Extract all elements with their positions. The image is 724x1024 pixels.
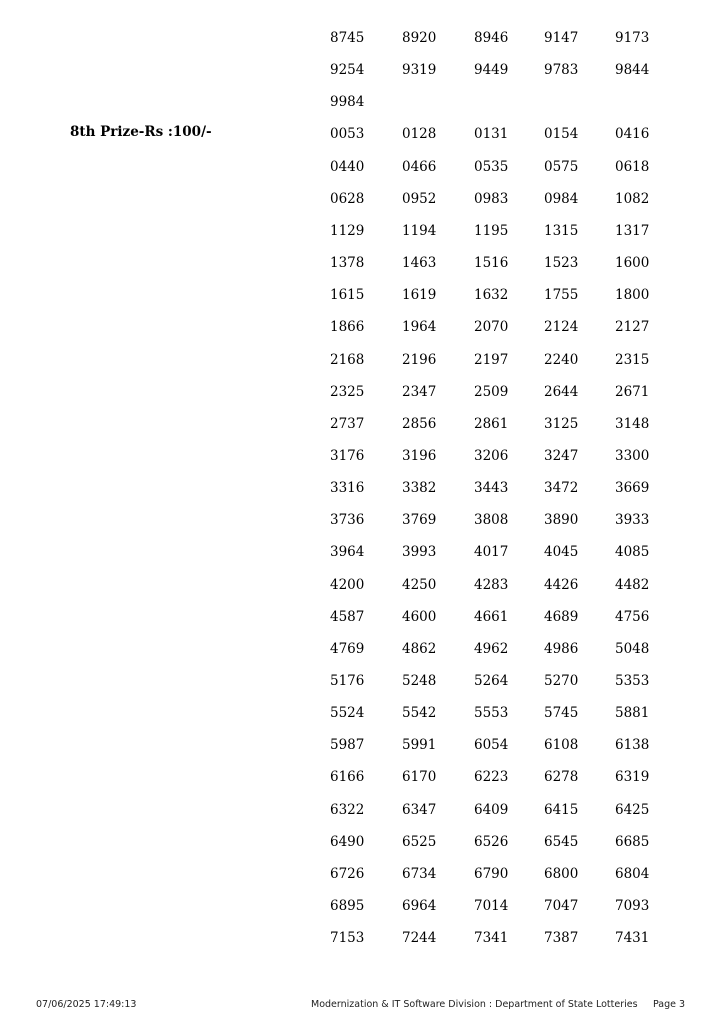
winning-number: 3300 [615,447,650,464]
winning-number: 2124 [544,319,579,336]
winning-number: 4250 [402,576,437,593]
winning-number: 2325 [330,383,365,400]
winning-number: 6490 [330,833,365,850]
winning-number: 9254 [330,62,365,79]
winning-number: 3933 [615,512,650,529]
winning-number: 0575 [544,158,579,175]
winning-number: 8920 [402,30,437,46]
winning-number: 9783 [544,62,579,79]
winning-number: 0154 [544,126,579,143]
winning-number: 9319 [402,62,437,79]
winning-number: 5553 [474,705,509,722]
winning-number: 5745 [544,705,579,722]
winning-number: 1317 [615,222,650,239]
winning-number: 1615 [330,287,365,304]
winning-number: 4283 [474,576,509,593]
winning-number: 5176 [330,673,365,689]
winning-number: 5048 [615,640,650,657]
winning-number: 0984 [544,190,579,207]
winning-number: 9147 [544,30,579,46]
winning-number: 0416 [615,126,650,143]
winning-number: 3890 [544,512,579,529]
winning-number: 1194 [402,222,437,239]
winning-number: 2644 [544,383,579,400]
winning-number: 1600 [615,255,650,272]
winning-number: 6895 [330,898,365,915]
winning-number: 6409 [474,801,509,818]
winning-number: 3176 [330,447,365,464]
winning-number: 4200 [330,576,365,593]
winning-number: 5353 [615,673,650,689]
winning-number: 3769 [402,512,437,529]
winning-number: 4661 [474,608,509,625]
winning-number: 4085 [615,544,650,561]
winning-number: 4017 [474,544,509,561]
winning-number: 6804 [615,865,650,882]
winning-number: 7153 [330,930,365,947]
winning-number: 0618 [615,158,650,175]
winning-number: 4600 [402,608,437,625]
winning-number: 2168 [330,351,365,368]
winning-number: 2315 [615,351,650,368]
winning-number: 6425 [615,801,650,818]
winning-number: 1378 [330,255,365,272]
winning-number: 4045 [544,544,579,561]
winning-number: 1082 [615,190,650,207]
winning-number: 3206 [474,447,509,464]
winning-number: 3316 [330,480,365,497]
winning-number: 6790 [474,865,509,882]
winning-number: 6964 [402,898,437,915]
winning-number: 0053 [330,126,365,143]
winning-number: 4862 [402,640,437,657]
winning-number: 3125 [544,415,579,432]
winning-number: 0628 [330,190,365,207]
winning-number: 1195 [474,222,509,239]
winning-number: 9844 [615,62,650,79]
winning-number: 6138 [615,737,650,754]
winning-number: 3196 [402,447,437,464]
winning-number: 1129 [330,222,365,239]
winning-number: 8946 [474,30,509,46]
winning-number: 6525 [402,833,437,850]
winning-number: 5987 [330,737,365,754]
winning-number: 6054 [474,737,509,754]
winning-number: 5991 [402,737,437,754]
winning-number: 2196 [402,351,437,368]
winning-number: 1315 [544,222,579,239]
winning-number: 9449 [474,62,509,79]
winning-number: 6415 [544,801,579,818]
winning-number: 2509 [474,383,509,400]
winning-number: 5524 [330,705,365,722]
winning-number: 0440 [330,158,365,175]
winning-number: 0983 [474,190,509,207]
winning-number: 3993 [402,544,437,561]
winning-number: 3443 [474,480,509,497]
winning-number: 4689 [544,608,579,625]
winning-number: 2197 [474,351,509,368]
winning-number: 6223 [474,769,509,786]
footer-timestamp: 07/06/2025 17:49:13 [36,999,137,1010]
winning-number: 6800 [544,865,579,882]
winning-number: 6322 [330,801,365,818]
winning-number: 6108 [544,737,579,754]
winning-number: 9984 [330,94,365,111]
winning-number: 3669 [615,480,650,497]
winning-number: 4426 [544,576,579,593]
winning-number: 6526 [474,833,509,850]
winning-number: 6347 [402,801,437,818]
winning-number: 0128 [402,126,437,143]
winning-number: 1619 [402,287,437,304]
winning-number: 6545 [544,833,579,850]
winning-number: 1516 [474,255,509,272]
winning-number: 7244 [402,930,437,947]
winning-number: 2240 [544,351,579,368]
winning-number: 5270 [544,673,579,689]
winning-number: 4962 [474,640,509,657]
winning-number: 2127 [615,319,650,336]
winning-number: 6170 [402,769,437,786]
winning-number: 8745 [330,30,365,46]
winning-number: 5542 [402,705,437,722]
winning-number: 2856 [402,415,437,432]
winning-number: 3736 [330,512,365,529]
winning-number: 1463 [402,255,437,272]
winning-number: 6166 [330,769,365,786]
winning-number: 2861 [474,415,509,432]
winning-number: 7047 [544,898,579,915]
winning-number: 2671 [615,383,650,400]
winning-number: 3148 [615,415,650,432]
winning-number: 0952 [402,190,437,207]
winning-number: 6685 [615,833,650,850]
winning-number: 7341 [474,930,509,947]
winning-number: 2347 [402,383,437,400]
footer-page-number: Page 3 [653,999,686,1010]
winning-number: 4482 [615,576,650,593]
winning-number: 5264 [474,673,509,689]
winning-number: 4756 [615,608,650,625]
winning-number: 3964 [330,544,365,561]
winning-number: 1866 [330,319,365,336]
winning-number: 2070 [474,319,509,336]
winning-number: 6726 [330,865,365,882]
winning-number: 7014 [474,898,509,915]
winning-number: 1632 [474,287,509,304]
winning-number: 7387 [544,930,579,947]
winning-number: 1755 [544,287,579,304]
winning-number: 1800 [615,287,650,304]
winning-number: 4587 [330,608,365,625]
winning-number: 7093 [615,898,650,915]
winning-number: 0535 [474,158,509,175]
footer-division: Modernization & IT Software Division : Department of State Lotteries [311,999,638,1010]
winning-number: 0466 [402,158,437,175]
winning-number: 4769 [330,640,365,657]
winning-number: 9173 [615,30,650,46]
winning-number: 0131 [474,126,509,143]
winning-number: 5881 [615,705,650,722]
winning-number: 6734 [402,865,437,882]
winning-number: 2737 [330,415,365,432]
winning-number: 3808 [474,512,509,529]
winning-number: 6278 [544,769,579,786]
winning-number: 5248 [402,673,437,689]
winning-number: 3382 [402,480,437,497]
prize-heading-8th: 8th Prize-Rs :100/- [70,124,212,140]
winning-number: 1964 [402,319,437,336]
winning-number: 7431 [615,930,650,947]
winning-number: 6319 [615,769,650,786]
winning-number: 3247 [544,447,579,464]
winning-number: 1523 [544,255,579,272]
winning-number: 3472 [544,480,579,497]
winning-number: 4986 [544,640,579,657]
